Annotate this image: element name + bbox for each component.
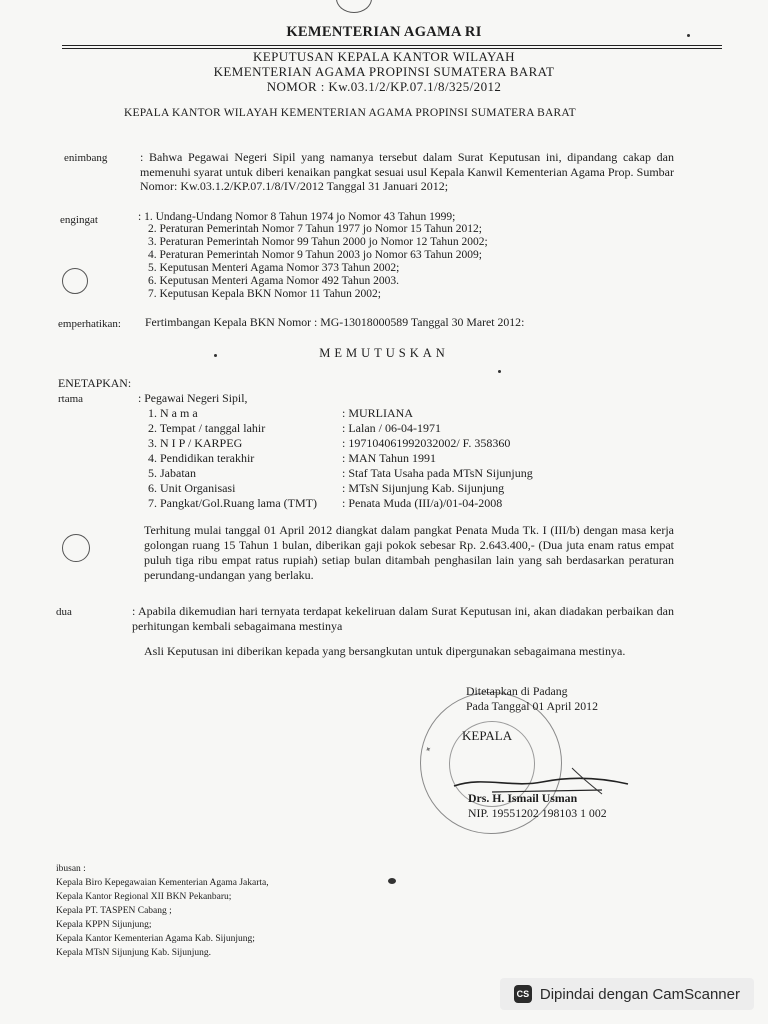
- punch-hole-icon: [62, 534, 90, 562]
- cc-label: ibusan :: [56, 864, 86, 874]
- field-label: 7. Pangkat/Gol.Ruang lama (TMT): [148, 496, 317, 510]
- field-label: 5. Jabatan: [148, 466, 196, 480]
- scan-speck: [687, 34, 690, 37]
- header-rule: [62, 45, 722, 46]
- decree-organization: KEMENTERIAN AGAMA PROPINSI SUMATERA BARAT: [213, 64, 555, 79]
- punch-hole-icon: [62, 268, 88, 294]
- camscanner-logo-icon: CS: [514, 985, 532, 1003]
- first-label: rtama: [58, 393, 84, 405]
- list-item: 4. Peraturan Pemerintah Nomor 9 Tahun 2003 jo Nomor 63 Tahun 2009;: [148, 249, 482, 261]
- second-text: : Apabila dikemudian hari ternyata terdapat kekeliruan dalam Surat Keputusan ini, akan diadakan perbaikan dan perhitungan kembali sebagaimana mestinya: [132, 604, 674, 633]
- signature-place: Ditetapkan di Padang: [466, 684, 568, 698]
- list-item: 2. Peraturan Pemerintah Nomor 7 Tahun 1977 jo Nomor 15 Tahun 2012;: [148, 223, 482, 235]
- camscanner-watermark: [500, 978, 754, 1010]
- signatory-nip: NIP. 19551202 198103 1 002: [468, 806, 607, 820]
- camscanner-text: Dipindai dengan CamScanner: [539, 985, 740, 1003]
- official-stamp-icon: ✦: [420, 692, 562, 834]
- copy-note: Asli Keputusan ini diberikan kepada yang bersangkutan untuk dipergunakan sebagaimana mestinya.: [144, 644, 626, 658]
- scan-speck: [498, 370, 501, 373]
- cc-item: Kepala MTsN Sijunjung Kab. Sijunjung.: [56, 948, 212, 958]
- field-value: : Penata Muda (III/a)/01-04-2008: [342, 496, 503, 510]
- scan-speck: [388, 878, 396, 884]
- decree-issuer: KEPALA KANTOR WILAYAH KEMENTERIAN AGAMA PROPINSI SUMATERA BARAT: [124, 107, 576, 119]
- list-item: 5. Keputusan Menteri Agama Nomor 373 Tahun 2002;: [148, 262, 400, 274]
- decides-heading: MEMUTUSKAN: [319, 346, 449, 360]
- signature-title: KEPALA: [462, 728, 513, 743]
- scan-speck: [214, 354, 217, 357]
- cc-item: Kepala Kantor Kementerian Agama Kab. Sijunjung;: [56, 934, 255, 944]
- cc-item: Kepala PT. TASPEN Cabang ;: [56, 906, 172, 916]
- field-value: : 197104061992032002/ F. 358360: [342, 436, 511, 450]
- field-value: : Lalan / 06-04-1971: [342, 421, 441, 435]
- first-intro: : Pegawai Negeri Sipil,: [138, 391, 248, 405]
- garuda-emblem-icon: [336, 0, 372, 13]
- list-item: 7. Keputusan Kepala BKN Nomor 11 Tahun 2002;: [148, 288, 381, 300]
- noting-text: Fertimbangan Kepala BKN Nomor : MG-13018000589 Tanggal 30 Maret 2012:: [145, 315, 525, 329]
- list-item: 3. Peraturan Pemerintah Nomor 99 Tahun 2000 jo Nomor 12 Tahun 2002;: [148, 236, 488, 248]
- field-value: : MURLIANA: [342, 406, 413, 420]
- signatory-name: Drs. H. Ismail Usman: [468, 791, 578, 805]
- remembering-label: engingat: [60, 214, 98, 226]
- list-item: : 1. Undang-Undang Nomor 8 Tahun 1974 jo Nomor 43 Tahun 1999;: [138, 211, 456, 223]
- list-item: 6. Keputusan Menteri Agama Nomor 492 Tahun 2003.: [148, 275, 399, 287]
- second-label: dua: [56, 606, 72, 618]
- considering-text: : Bahwa Pegawai Negeri Sipil yang namanya tersebut dalam Surat Keputusan ini, dipandang cakap dan memenuhi syarat untuk diberi kenaikan pangkat sesuai usul Kepala Kanwil Kementerian Agama Prop. Sumbar Nomor: Kw.03.1.2/KP.07.1/8/IV/2012 Tanggal 31 Januari 2012;: [140, 150, 674, 193]
- field-label: 1. N a m a: [148, 406, 198, 420]
- ministry-name: KEMENTERIAN AGAMA RI: [286, 24, 482, 40]
- field-value: : MAN Tahun 1991: [342, 451, 436, 465]
- cc-item: Kepala Biro Kepegawaian Kementerian Agama Jakarta,: [56, 878, 269, 888]
- field-label: 2. Tempat / tanggal lahir: [148, 421, 266, 435]
- field-label: 6. Unit Organisasi: [148, 481, 236, 495]
- field-value: : Staf Tata Usaha pada MTsN Sijunjung: [342, 466, 533, 480]
- decree-number: NOMOR : Kw.03.1/2/KP.07.1/8/325/2012: [266, 79, 502, 94]
- establish-label: ENETAPKAN:: [58, 376, 132, 390]
- signature-date: Pada Tanggal 01 April 2012: [466, 699, 598, 713]
- considering-label: enimbang: [64, 152, 108, 164]
- field-value: : MTsN Sijunjung Kab. Sijunjung: [342, 481, 505, 495]
- cc-item: Kepala KPPN Sijunjung;: [56, 920, 152, 930]
- noting-label: emperhatikan:: [58, 318, 121, 330]
- cc-item: Kepala Kantor Regional XII BKN Pekanbaru;: [56, 892, 232, 902]
- establish-paragraph: Terhitung mulai tanggal 01 April 2012 diangkat dalam pangkat Penata Muda Tk. I (III/b) dengan masa kerja golongan ruang 15 Tahun 1 bulan, diberikan gaji pokok sebesar Rp. 2.643.400,- (Dua juta enam ratus empat puluh tiga ribu empat ratus rupiah) setiap bulan ditambah penghasilan lain yang sah berdasarkan peraturan perundang-undangan yang berlaku.: [144, 523, 674, 582]
- field-label: 4. Pendidikan terakhir: [148, 451, 255, 465]
- field-label: 3. N I P / KARPEG: [148, 436, 243, 450]
- decree-title: KEPUTUSAN KEPALA KANTOR WILAYAH: [253, 49, 515, 64]
